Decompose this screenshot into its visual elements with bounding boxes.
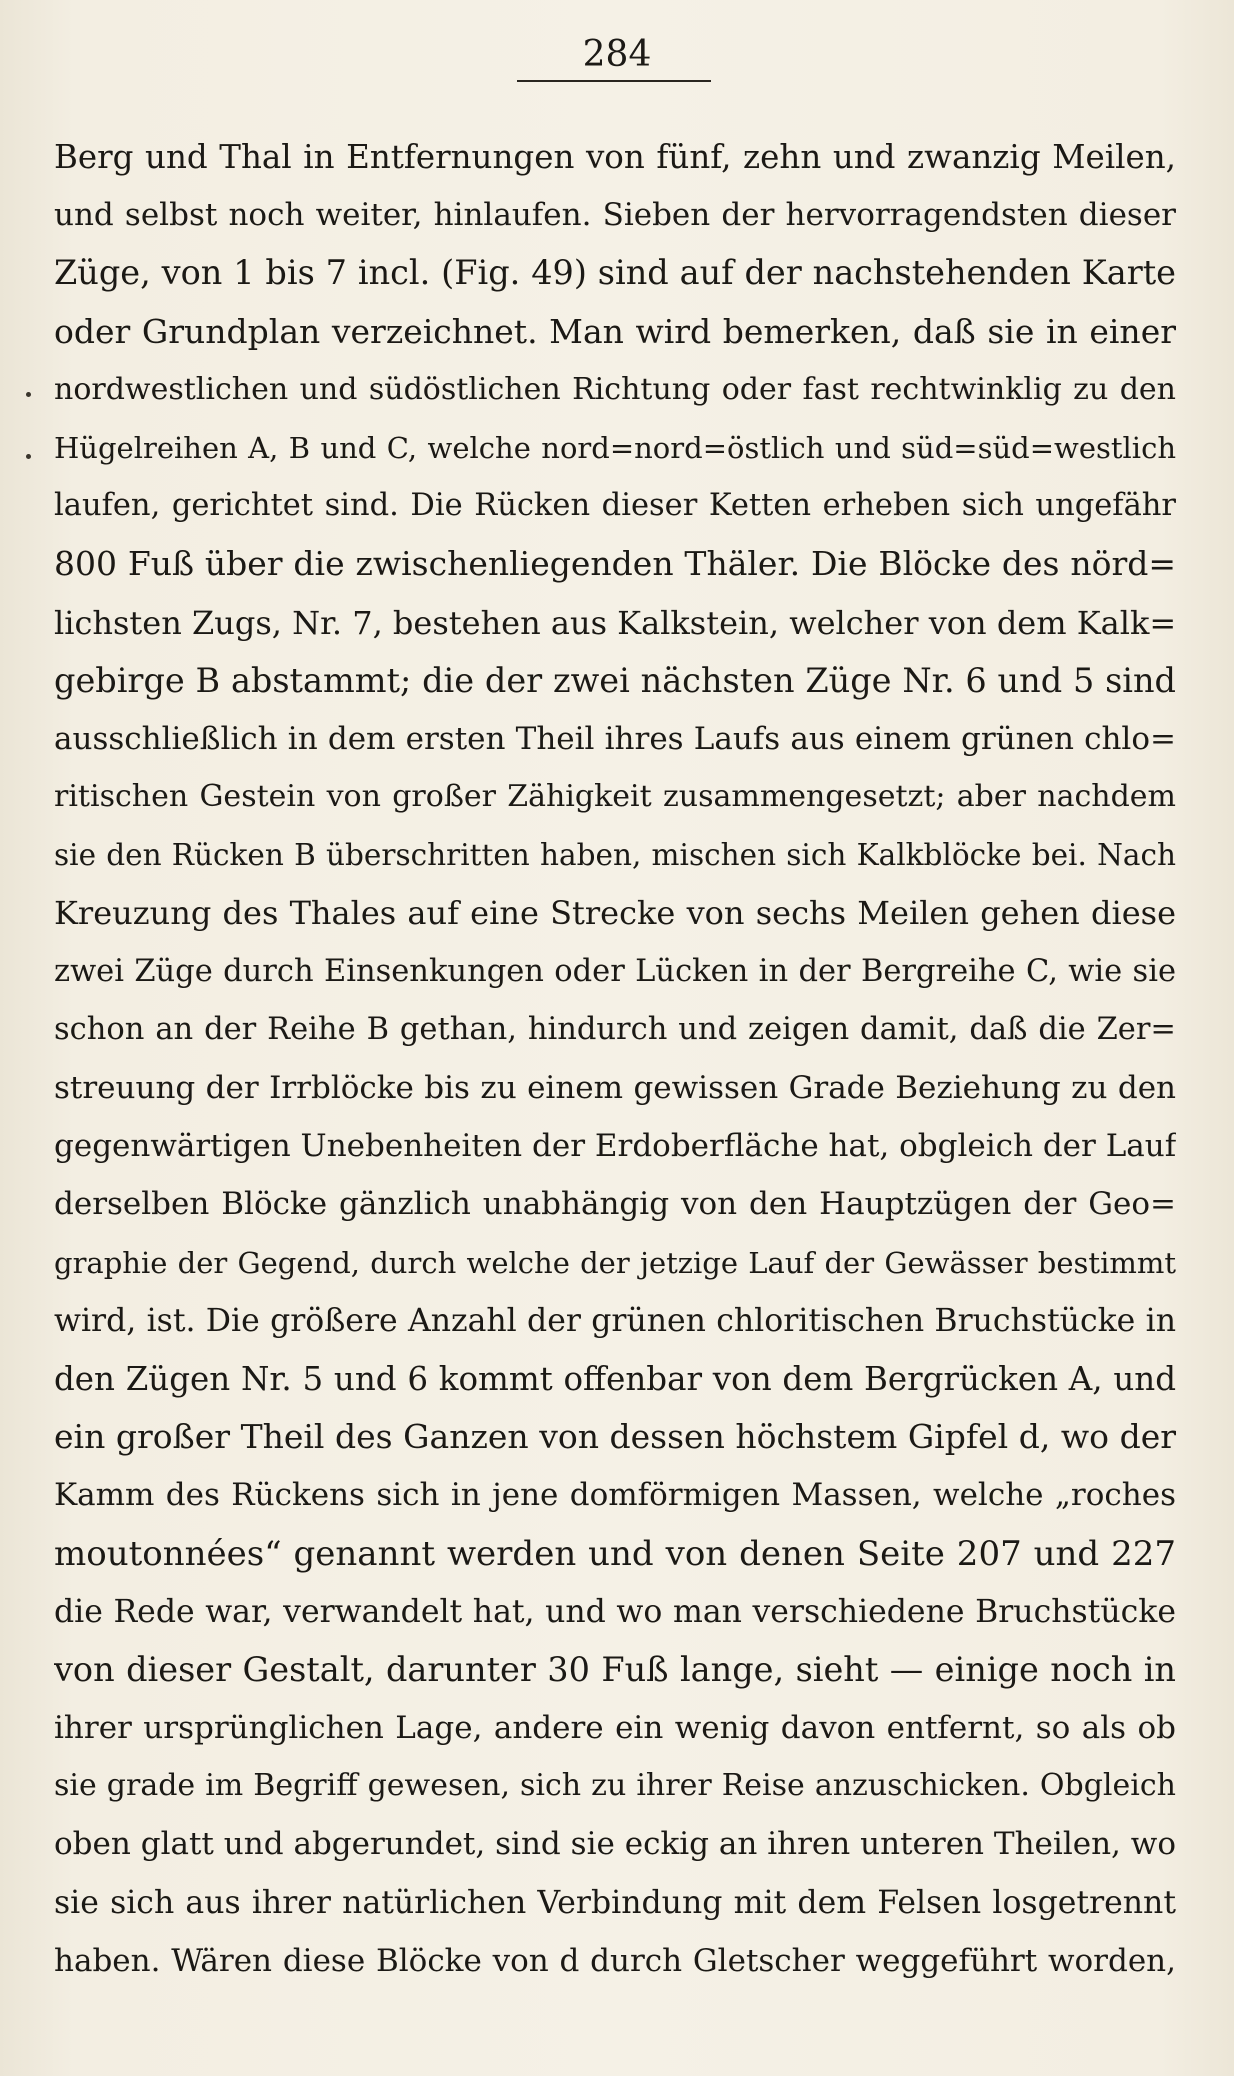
- text-line: den Zügen Nr. 5 und 6 kommt offenbar von dem Bergrücken A, und: [54, 1359, 1176, 1398]
- text-line: ausschließlich in dem ersten Theil ihres Laufs aus einem grünen chlo=: [54, 720, 1176, 757]
- text-line: ihrer ursprünglichen Lage, andere ein wenig davon entfernt, so als ob: [54, 1710, 1176, 1747]
- text-line: Kreuzung des Thales auf eine Strecke von sechs Meilen gehen diese: [54, 894, 1176, 933]
- text-line: lichsten Zugs, Nr. 7, bestehen aus Kalkstein, welcher von dem Kalk=: [54, 603, 1176, 642]
- text-line: und selbst noch weiter, hinlaufen. Sieben der hervorragendsten dieser: [54, 197, 1176, 234]
- text-line: Kamm des Rückens sich in jene domförmigen Massen, welche „roches: [54, 1477, 1176, 1514]
- page-number: 284: [582, 34, 652, 75]
- text-line: ein großer Theil des Ganzen von dessen höchstem Gipfel d, wo der: [54, 1417, 1176, 1457]
- text-line: streuung der Irrblöcke bis zu einem gewissen Grade Beziehung zu den: [54, 1070, 1176, 1106]
- text-line: moutonnées“ genannt werden und von denen Seite 207 und 227: [54, 1533, 1176, 1574]
- text-line: zwei Züge durch Einsenkungen oder Lücken in der Bergreihe C, wie sie: [54, 953, 1176, 989]
- text-line: Züge, von 1 bis 7 incl. (Fig. 49) sind auf der nachstehenden Karte: [54, 253, 1176, 293]
- text-line: sie grade im Begriff gewesen, sich zu ihrer Reise anzuschicken. Obgleich: [54, 1768, 1176, 1804]
- text-line: schon an der Reihe B gethan, hindurch und zeigen damit, daß die Zer=: [54, 1011, 1176, 1047]
- text-line: sie den Rücken B überschritten haben, mischen sich Kalkblöcke bei. Nach: [54, 838, 1176, 873]
- text-line: oben glatt und abgerundet, sind sie eckig an ihren unteren Theilen, wo: [54, 1826, 1176, 1863]
- text-line: wird, ist. Die größere Anzahl der grünen chloritischen Bruchstücke in: [54, 1302, 1176, 1339]
- header-rule: [517, 80, 711, 82]
- text-line: Hügelreihen A, B und C, welche nord=nord=östlich und süd=süd=westlich: [54, 430, 1176, 465]
- text-line: oder Grundplan verzeichnet. Man wird bemerken, daß sie in einer: [54, 311, 1176, 351]
- text-line: nordwestlichen und südöstlichen Richtung oder fast rechtwinklig zu den: [54, 371, 1176, 407]
- text-line: haben. Wären diese Blöcke von d durch Gletscher weggeführt worden,: [54, 1942, 1176, 1979]
- text-line: derselben Blöcke gänzlich unabhängig von den Hauptzügen der Geo=: [54, 1186, 1176, 1223]
- text-line: gebirge B abstammt; die der zwei nächsten Züge Nr. 6 und 5 sind: [54, 660, 1176, 700]
- text-line: Berg und Thal in Entfernungen von fünf, zehn und zwanzig Meilen,: [54, 138, 1176, 176]
- text-line: 800 Fuß über die zwischenliegenden Thäler. Die Blöcke des nörd=: [54, 544, 1176, 584]
- text-line: sie sich aus ihrer natürlichen Verbindung mit dem Felsen losgetrennt: [54, 1884, 1176, 1921]
- text-line: von dieser Gestalt, darunter 30 Fuß lange, sieht — einige noch in: [54, 1649, 1176, 1689]
- text-line: ritischen Gestein von großer Zähigkeit zusammengesetzt; aber nachdem: [54, 779, 1176, 815]
- margin-mark: [26, 392, 31, 397]
- margin-mark: [26, 454, 31, 459]
- text-line: gegenwärtigen Unebenheiten der Erdoberfläche hat, obgleich der Lauf: [54, 1128, 1176, 1165]
- text-line: graphie der Gegend, durch welche der jetzige Lauf der Gewässer bestimmt: [54, 1245, 1176, 1280]
- body-text: [54, 128, 1176, 1990]
- text-line: laufen, gerichtet sind. Die Rücken dieser Ketten erheben sich ungefähr: [54, 488, 1176, 524]
- text-line: die Rede war, verwandelt hat, und wo man verschiedene Bruchstücke: [54, 1593, 1176, 1630]
